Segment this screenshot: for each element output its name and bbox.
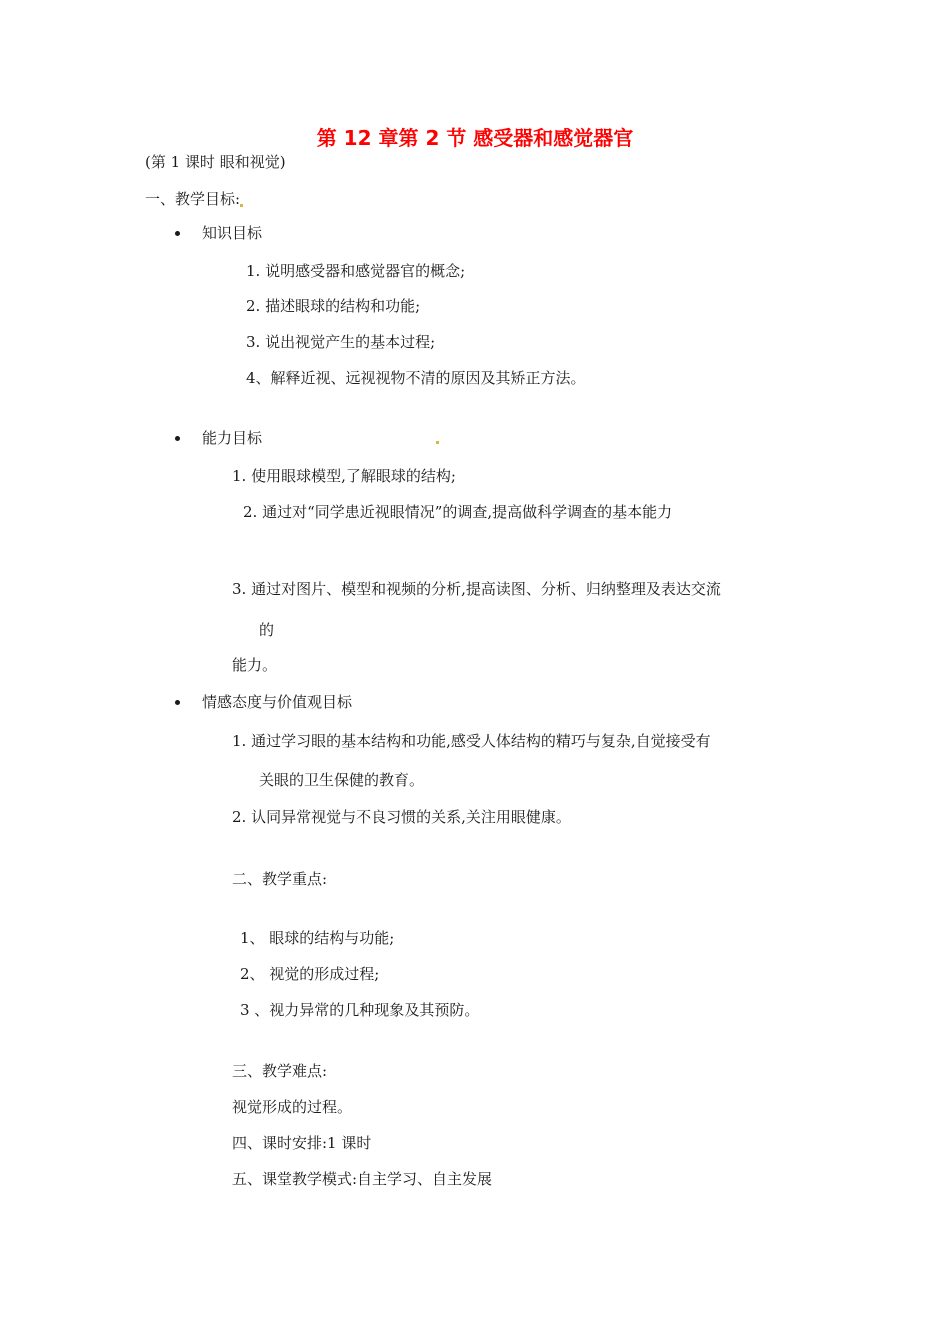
section-schedule: 四、课时安排:1 课时 [232,1134,372,1152]
list-item: 1. 说明感受器和感觉器官的概念; [246,262,466,280]
list-item-continuation: 能力。 [232,656,278,674]
list-item: 2. 认同异常视觉与不良习惯的关系,关注用眼健康。 [232,808,571,826]
list-item: 2. 描述眼球的结构和功能; [246,297,421,315]
ability-objectives-label: 能力目标 [202,429,263,447]
section-teaching-mode: 五、课堂教学模式:自主学习、自主发展 [232,1170,493,1188]
list-item: 1、 眼球的结构与功能; [240,929,395,947]
bullet-icon [175,436,180,441]
emotion-objectives-label: 情感态度与价值观目标 [202,693,353,711]
list-item: 2、 视觉的形成过程; [240,965,380,983]
decorative-dot [436,441,439,444]
list-item-continuation: 关眼的卫生保健的教育。 [259,771,425,789]
list-item: 3. 说出视觉产生的基本过程; [246,333,436,351]
difficulty-text: 视觉形成的过程。 [232,1098,353,1116]
decorative-dot [240,204,243,207]
list-item: 1. 使用眼球模型,了解眼球的结构; [232,467,456,485]
lesson-subtitle: (第 1 课时 眼和视觉) [145,153,286,171]
list-item: 3. 通过对图片、模型和视频的分析,提高读图、分析、归纳整理及表达交流 [232,580,721,598]
list-item: 3 、视力异常的几种现象及其预防。 [240,1001,480,1019]
list-item: 2. 通过对“同学患近视眼情况”的调查,提高做科学调查的基本能力 [243,503,673,521]
list-item: 4、解释近视、远视视物不清的原因及其矫正方法。 [246,369,586,387]
list-item: 1. 通过学习眼的基本结构和功能,感受人体结构的精巧与复杂,自觉接受有 [232,732,711,750]
section-heading-key-points: 二、教学重点: [232,870,328,888]
section-heading-objectives: 一、教学目标: [145,190,241,208]
bullet-icon [175,700,180,705]
knowledge-objectives-label: 知识目标 [202,224,263,242]
list-item-continuation: 的 [259,621,275,639]
section-heading-difficulty: 三、教学难点: [232,1062,328,1080]
bullet-icon [175,231,180,236]
document-title: 第 12 章第 2 节 感受器和感觉器官 [316,126,634,150]
